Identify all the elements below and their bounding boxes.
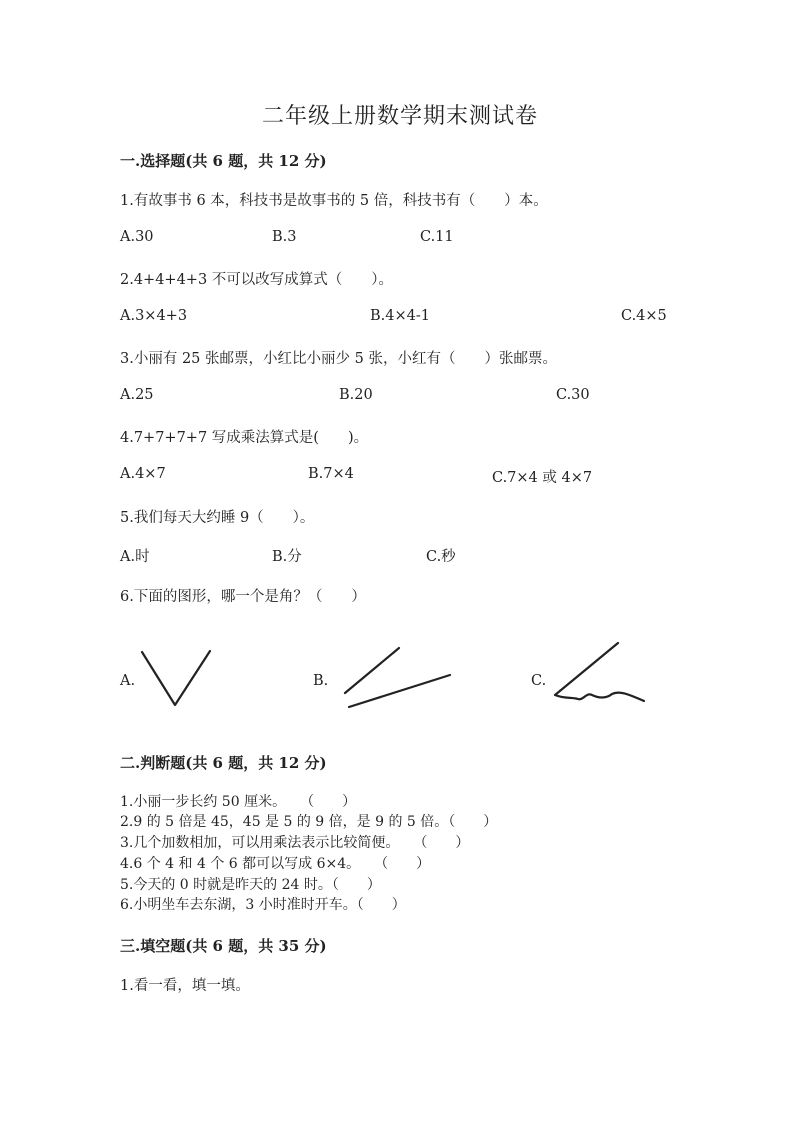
section-heading-judge: 二.判断题(共 6 题，共 12 分) [120, 754, 327, 772]
section-heading-fill: 三.填空题(共 6 题，共 35 分) [120, 937, 327, 955]
option-b: B.7×4 [308, 466, 354, 482]
judge-item: 5.今天的 0 时就是昨天的 24 时。（ ） [120, 877, 381, 893]
option-b: B.分 [272, 549, 302, 565]
option-b: B.3 [272, 229, 297, 245]
judge-item: 3.几个加数相加，可以用乘法表示比较简便。 （ ） [120, 835, 470, 851]
option-b: B. [313, 673, 329, 689]
option-c: C.4×5 [621, 308, 667, 324]
option-a: A.3×4+3 [120, 308, 188, 324]
option-a: A.30 [120, 229, 154, 245]
question-text: 1.看一看，填一填。 [120, 978, 250, 994]
section-heading-choice: 一.选择题(共 6 题，共 12 分) [120, 152, 327, 170]
question-text: 6.下面的图形，哪一个是角？（ ） [120, 589, 366, 605]
option-c: C.秒 [426, 549, 456, 565]
judge-item: 6.小明坐车去东湖，3 小时准时开车。（ ） [120, 897, 406, 913]
judge-item: 4.6 个 4 和 4 个 6 都可以写成 6×4。 （ ） [120, 856, 431, 872]
option-a: A.时 [120, 549, 150, 565]
page-title: 二年级上册数学期末测试卷 [261, 104, 538, 129]
option-c: C.7×4 或 4×7 [492, 470, 593, 486]
question-text: 3.小丽有 25 张邮票，小红比小丽少 5 张，小红有（ ）张邮票。 [120, 351, 557, 367]
judge-item: 2.9 的 5 倍是 45，45 是 5 的 9 倍，是 9 的 5 倍。（ ） [120, 814, 498, 830]
question-text: 2.4+4+4+3 不可以改写成算式（ ）。 [120, 272, 394, 288]
option-c: C.30 [556, 387, 590, 403]
option-b: B.20 [339, 387, 373, 403]
question-text: 4.7+7+7+7 写成乘法算式是( )。 [120, 430, 369, 446]
question-text: 5.我们每天大约睡 9（ ）。 [120, 510, 315, 526]
option-a: A. [120, 673, 136, 689]
option-c: C. [531, 673, 547, 689]
option-c: C.11 [420, 229, 454, 245]
option-a: A.25 [120, 387, 154, 403]
option-b: B.4×4-1 [370, 308, 430, 324]
question-text: 1.有故事书 6 本，科技书是故事书的 5 倍，科技书有（ ）本。 [120, 193, 548, 209]
judge-item: 1.小丽一步长约 50 厘米。 （ ） [120, 794, 357, 810]
option-a: A.4×7 [120, 466, 166, 482]
